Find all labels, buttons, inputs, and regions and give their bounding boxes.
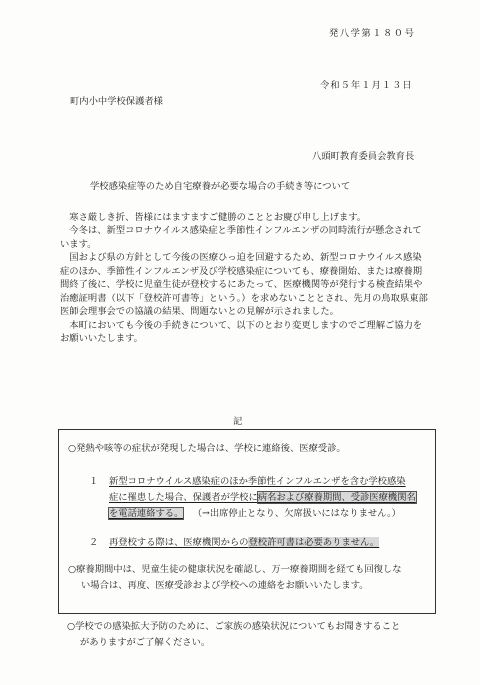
document-date: 令和５年１月１３日 bbox=[320, 80, 413, 91]
item-1-note: （→出席停止となり、欠席扱いにはなりません。） bbox=[197, 508, 401, 519]
paragraph-request: 本町においても今後の手続きについて、以下のとおり変更しますのでご理解ご協力をお願いいたします。 bbox=[60, 319, 423, 345]
item-1-number: １ bbox=[89, 476, 99, 487]
item-2-line bbox=[109, 536, 379, 549]
sender: 八頭町教育委員会教育長 bbox=[312, 151, 415, 162]
item-1-highlight: 病名および療養期間、受診医療機関名 bbox=[257, 492, 416, 503]
note-2-line-1: ○学校での感染拡大予防のために、ご家族の感染状況についてもお聞きすること bbox=[67, 621, 401, 632]
item-2-highlight: 登校許可書は必要ありません。 bbox=[248, 537, 380, 548]
body-text bbox=[60, 211, 430, 346]
item-1-line-1: 新型コロナウイルス感染症のほか季節性インフルエンザを含む学校感染 bbox=[109, 476, 406, 487]
item-1-phone-contact: を電話連絡する。 bbox=[109, 508, 184, 519]
item-1-line-2-text: 症に罹患した場合、保護者が学校に bbox=[109, 492, 258, 503]
paragraph-season: 今冬は、新型コロナウイルス感染症と季節性インフルエンザの同時流行が懸念されています。 bbox=[60, 225, 422, 250]
note-1-line-1: ○療養期間中は、児童生徒の健康状況を確認し、万一療養期間を経ても回復しな bbox=[68, 564, 402, 575]
document-title: 学校感染症等のため自宅療養が必要な場合の手続き等について bbox=[90, 181, 351, 192]
paragraph-greeting: 寒さ厳しき折、皆様にはますますご健勝のこととお慶び申し上げます。 bbox=[69, 212, 367, 223]
paragraph-policy: 国および県の方針として今後の医療ひっ迫を回避するため、新型コロナウイルス感染症のほか、季節性インフルエンザ及び学校感染症についても、療養開始、または療養期間終了後に、学校に児童生徒が登校するにあたって、医療機関等が発行する検査結果や治癒証明書（以下「登校許可書等」という。）を求めないこととされ、先月の鳥取県東部医師会理事会での協議の結果、問題ないとの見解が示されました。 bbox=[60, 252, 428, 318]
item-2-text: 再登校する際は、医療機関からの bbox=[109, 537, 249, 548]
item-1-line-3 bbox=[109, 507, 401, 520]
item-1-line-2 bbox=[109, 491, 416, 504]
note-2-line-2: がありますがご了解ください。 bbox=[80, 637, 211, 648]
document-number: 発八学第１８０号 bbox=[329, 28, 416, 39]
addressee: 町内小中学校保護者様 bbox=[70, 96, 163, 107]
note-1-line-2: い場合は、再度、医療受診および学校への連絡をお願いいたします。 bbox=[81, 580, 369, 591]
notes-heading: 記 bbox=[233, 416, 243, 427]
notes-box bbox=[58, 429, 436, 614]
notes-intro: ○発熱や咳等の症状が発現した場合は、学校に連絡後、医療受診。 bbox=[68, 443, 346, 454]
item-2-number: ２ bbox=[89, 537, 99, 548]
